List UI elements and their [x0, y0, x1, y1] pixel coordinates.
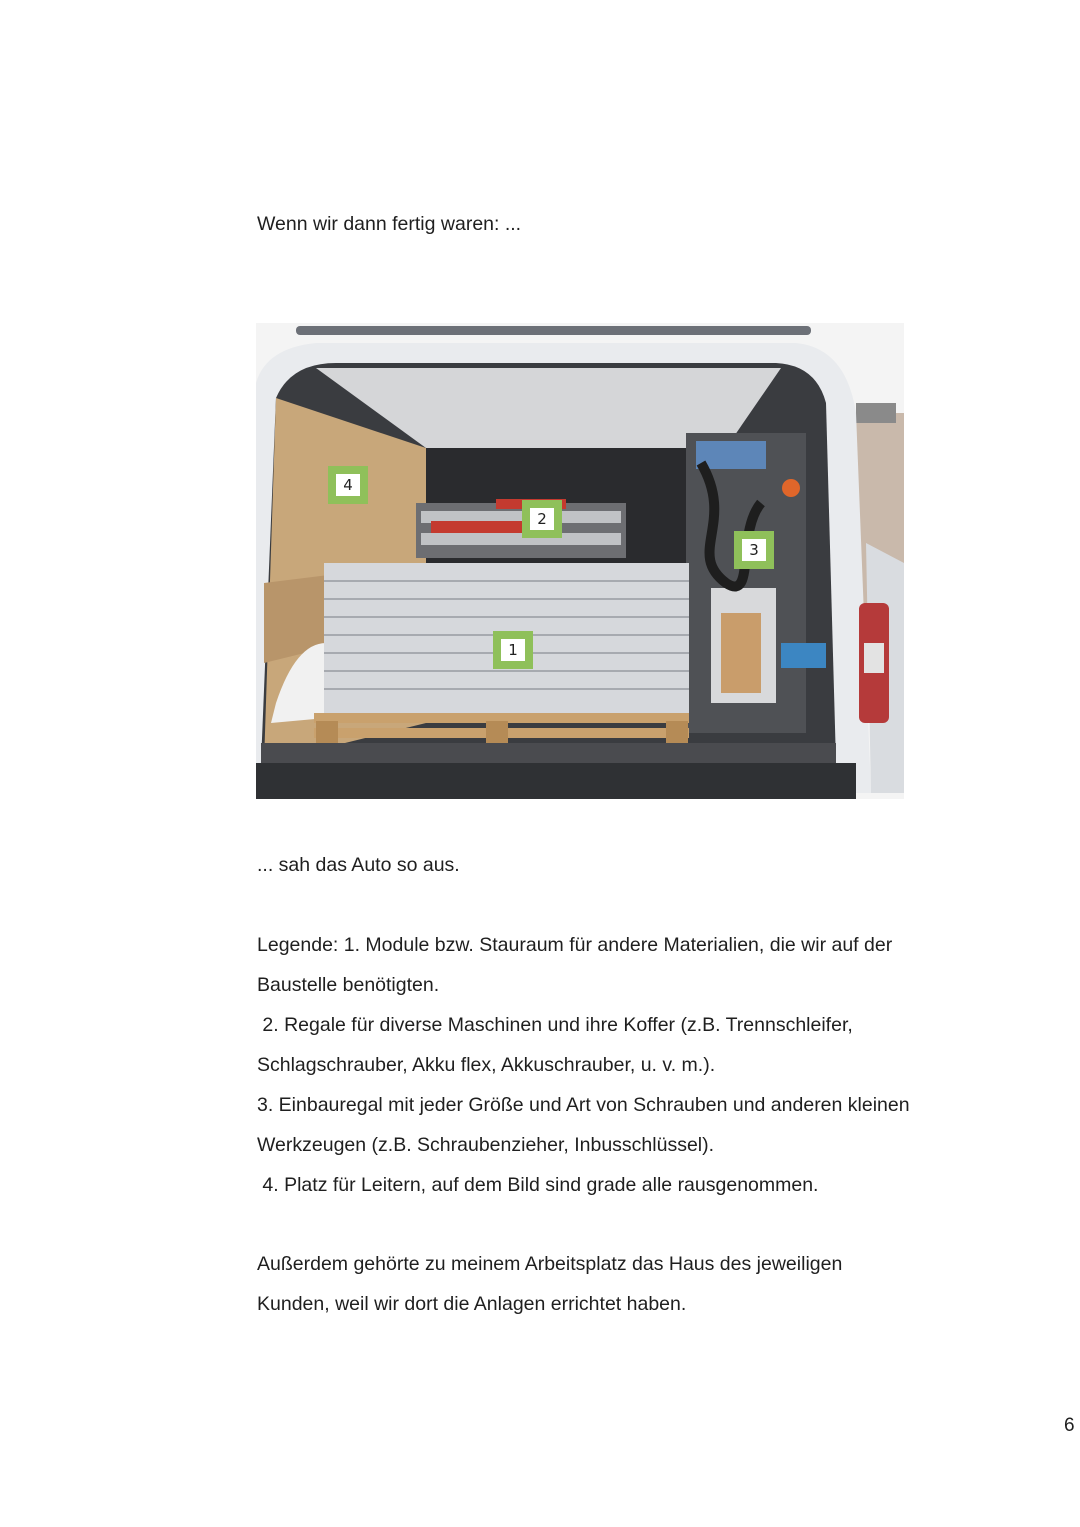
legend-line-3: 2. Regale für diverse Maschinen und ihre Koffer (z.B. Trennschleifer,	[257, 1014, 853, 1036]
marker-2: 2	[522, 500, 562, 538]
closing-line-1: Außerdem gehörte zu meinem Arbeitsplatz das Haus des jeweiligen	[257, 1253, 843, 1275]
legend-line-7: 4. Platz für Leitern, auf dem Bild sind grade alle rausgenommen.	[257, 1174, 819, 1196]
closing-line-2: Kunden, weil wir dort die Anlagen errichtet haben.	[257, 1293, 687, 1315]
van-cargo-photo	[256, 323, 904, 799]
van-illustration	[256, 323, 904, 799]
legend-line-2: Baustelle benötigten.	[257, 974, 440, 996]
legend-line-5: 3. Einbauregal mit jeder Größe und Art von Schrauben und anderen kleinen	[257, 1094, 910, 1116]
marker-1: 1	[493, 631, 533, 669]
page-number: 6	[1064, 1415, 1075, 1436]
marker-4: 4	[328, 466, 368, 504]
marker-3: 3	[734, 531, 774, 569]
legend-line-1: Legende: 1. Module bzw. Stauraum für andere Materialien, die wir auf der	[257, 934, 893, 956]
legend-line-6: Werkzeugen (z.B. Schraubenzieher, Inbusschlüssel).	[257, 1134, 715, 1156]
intro-text: Wenn wir dann fertig waren: ...	[257, 213, 522, 235]
photo-caption: ... sah das Auto so aus.	[257, 854, 460, 876]
legend-line-4: Schlagschrauber, Akku flex, Akkuschrauber, u. v. m.).	[257, 1054, 716, 1076]
